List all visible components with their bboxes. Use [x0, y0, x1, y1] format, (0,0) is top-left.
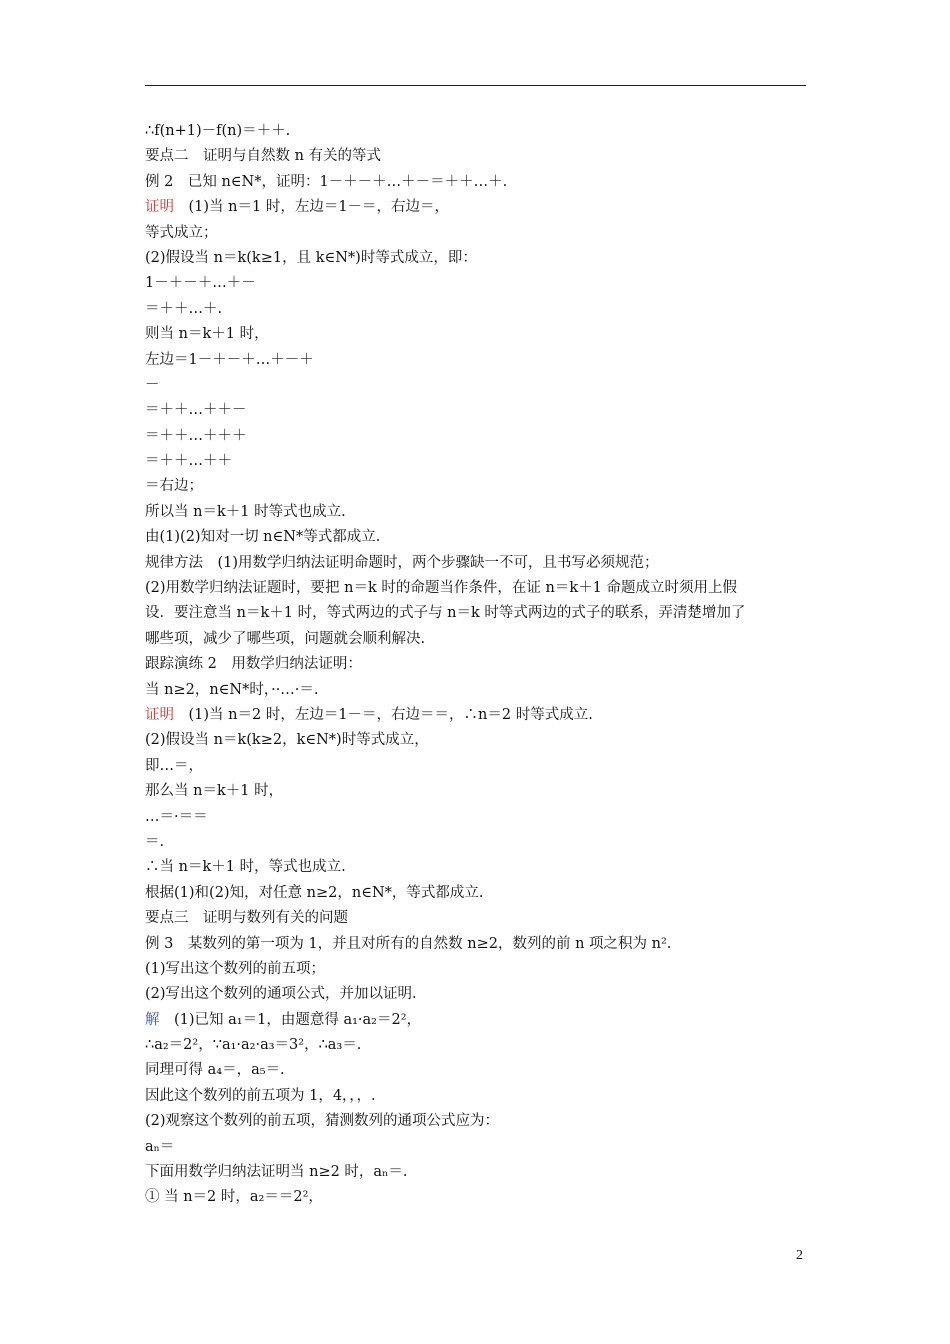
line-label: 证明 — [145, 706, 174, 723]
line-label: 证明 — [145, 199, 174, 216]
text-line: …＝·＝＝ — [145, 808, 208, 825]
page-number: 2 — [796, 1248, 803, 1263]
text-line: ＝＋＋…＋＋－ — [145, 402, 247, 419]
text-line: 由(1)(2)知对一切 n∈N*等式都成立. — [145, 529, 381, 546]
text-line: (2)写出这个数列的通项公式，并加以证明. — [145, 986, 417, 1003]
document-body — [145, 119, 810, 1211]
text-line: ＝右边； — [145, 478, 203, 495]
text-line: (2)用数学归纳法证题时，要把 n＝k 时的命题当作条件，在证 n＝k＋1 命题成立时须用上假 — [145, 580, 737, 597]
text-line: (2)观察这个数列的前五项，猜测数列的通项公式应为： — [145, 1113, 500, 1130]
text-line: 哪些项，减少了哪些项，问题就会顺利解决. — [145, 630, 426, 647]
line-text: (1)已知 a₁＝1，由题意得 a₁·a₂＝2²， — [159, 1011, 422, 1028]
text-line: (2)假设当 n＝k(k≥2，k∈N*)时等式成立， — [145, 732, 429, 749]
text-line: 左边＝1－＋－＋…＋－＋ — [145, 351, 314, 368]
text-line: ∴f(n+1)－f(n)＝＋＋. — [145, 123, 291, 139]
text-line: 规律方法 (1)用数学归纳法证明命题时，两个步骤缺一不可，且书写必须规范； — [145, 554, 659, 571]
text-line: ＝. — [145, 833, 165, 850]
text-line — [145, 703, 810, 728]
text-line: 同理可得 a₄＝，a₅＝. — [145, 1062, 285, 1079]
text-line: ① 当 n＝2 时，a₂＝＝2²， — [145, 1189, 323, 1206]
text-line: ∴a₂＝2²，∵a₁·a₂·a₃＝3²，∴a₃＝. — [145, 1037, 362, 1054]
text-line: 设．要注意当 n＝k＋1 时，等式两边的式子与 n＝k 时等式两边的式子的联系，弄清楚增加了 — [145, 605, 746, 622]
text-line: 例 2 已知 n∈N*，证明：1－＋－＋…＋－＝＋＋…＋. — [145, 173, 508, 190]
text-line — [145, 195, 810, 220]
text-line: aₙ＝ — [145, 1138, 175, 1155]
text-line: 要点二 证明与自然数 n 有关的等式 — [145, 148, 382, 165]
text-line: (1)写出这个数列的前五项； — [145, 960, 326, 977]
line-text: (1)当 n＝1 时，左边＝1－＝，右边＝， — [174, 199, 450, 216]
text-line: 根据(1)和(2)知，对任意 n≥2，n∈N*，等式都成立. — [145, 884, 484, 901]
text-line: 即…＝， — [145, 757, 203, 774]
text-line: 所以当 n＝k＋1 时等式也成立. — [145, 503, 346, 520]
text-line: ＝＋＋…＋. — [145, 300, 223, 317]
line-label: 解 — [145, 1011, 160, 1028]
text-line: 要点三 证明与数列有关的问题 — [145, 910, 348, 927]
text-line: － — [145, 376, 160, 393]
text-line: 例 3 某数列的第一项为 1，并且对所有的自然数 n≥2，数列的前 n 项之积为 n². — [145, 935, 672, 952]
text-line — [145, 1008, 810, 1033]
header-rule — [145, 85, 806, 86]
text-line: (2)假设当 n＝k(k≥1，且 k∈N*)时等式成立，即： — [145, 249, 477, 266]
text-line: 1－＋－＋…＋－ — [145, 275, 256, 292]
text-line: ＝＋＋…＋＋ — [145, 453, 232, 470]
line-text: (1)当 n＝2 时，左边＝1－＝，右边＝＝，∴n＝2 时等式成立. — [174, 706, 593, 723]
text-line: 当 n≥2，n∈N*时，··…·＝. — [145, 681, 319, 698]
text-line: 跟踪演练 2 用数学归纳法证明： — [145, 656, 362, 673]
text-line: 因此这个数列的前五项为 1，4，，，. — [145, 1087, 376, 1104]
text-line: 等式成立； — [145, 224, 218, 241]
text-line: 则当 n＝k＋1 时， — [145, 326, 269, 343]
text-line: 那么当 n＝k＋1 时， — [145, 783, 284, 800]
text-line: ＝＋＋…＋＋＋ — [145, 427, 247, 444]
text-line: 下面用数学归纳法证明当 n≥2 时，aₙ＝. — [145, 1164, 408, 1181]
text-line: ∴当 n＝k＋1 时，等式也成立. — [145, 859, 346, 876]
